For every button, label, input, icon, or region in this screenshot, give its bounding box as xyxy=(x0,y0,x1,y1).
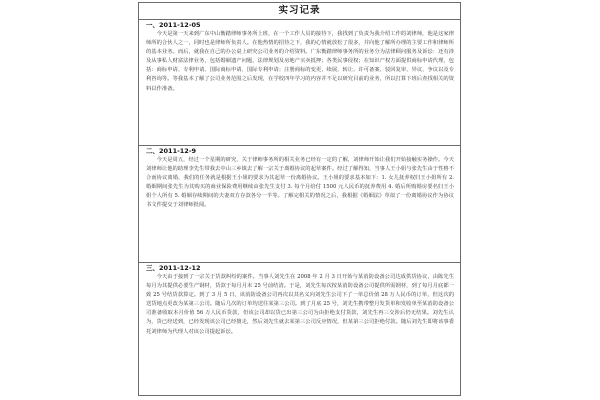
entry-date: 三、2011-12-12 xyxy=(146,264,201,272)
entry-date: 一、2011-12-05 xyxy=(146,21,201,29)
entry-date: 二、2011-12-9 xyxy=(146,147,197,155)
entry-body: 今天是周五，经过一个星期的研究，关于律师事务所的相关业务已经有一定的了解，刘律师开始让我们开始接触实务操作。今天刘律师让他的助理李先生带我去中山三乡镇去了解一宗关于离婚协议的起草案件。经过了解得知，当事人王小姐与张先生由于性格不合而协议离婚，我们的任务就是根据王小姐的要求为其起草一份离婚协议。王小姐的要求基本如下：1. 女儿抚养权归王小姐所有 2. 婚姻期间张先生为其购买的商业保险费用继续由张先生支付 3. 每个月给付 1500 元人民币的抚养费用 4. 婚后所购婚房要名归王小姐个人所有 5. 婚姻存续期间的夫妻双方存款各分一半等。了解完相关的情况之后，我根据《婚姻法》草拟了一份离婚协议作为协议书文件提交于刘律师批阅。 xyxy=(146,157,454,209)
record-entry-3 xyxy=(139,262,460,396)
record-entry-1 xyxy=(139,21,460,145)
entry-body: 今天是第一天来到广东中山衡踏律师事务所上班，在一个工作人员的接待下，我找到了负责为我介绍工作的刘律师，他是这家律师所的合伙人之一，同时也是律师所负责人。在他热情的招待之下，我的心情就放松了很多，并向他了解所办理的主要工作和律师所的基本业务。而后，就我在自己的办公桌上研究公司业务的介绍资料。广东衡踏律师事务所的业务分为法律顾问服务及诉讼：还有涉及从事私人财富法律业务，包括婚姻遗产问题，法律规划及房地产买卖抵押；各类民事侵权；在知识产权方面提供商标申请代理，包括：商标申请、专利申请、国际商标申请、国际专利申请；注册商标的变更、续展、转让、许可备案、驳回复审、异议、争议以及专利咨询等。等我基本了解了公司业务范围之后发现，在学校四年学习的内容并不足以研究目前的业务，所以打算下班后查找相关的资料以作准备。 xyxy=(146,31,454,92)
entry-body: 今天由于接到了一宗关于货款纠纷的案件。当事人刘先生在 2008 年 2 月 3 日开始与某消防设备公司达成供货协议，由陈先生每月为其提供必要生产钢材，货款于每月月末 25 号前结清。于是，刘先生每次按某消防设备公司提供所需钢材，到了每月月底都一致 25 号结货款算定。到了 3 月 5 日，该消防设备公司再次以其名义向刘先生公司下了一单总价值 28 万人民币的订单，但这次的送货地点更改为某第三公司。随后几次的订单均送往某第三公司。到了月底 25 号，刘先生携带整月发货单和发收单至某消防设备公司准备收取本月价值 56 万人民币货款，但该公司却以货已出第三公司为由拒绝支付货款，刘先生再三交涉后仍无结果。刘先生认为，货已经送到，已经发现该公司已经擅走，然后刘先生就去某第三公司反应情况，但某第三公司拒绝付款。随后刘先生即将该事委托刘律师为代理人对该公司提起诉讼。 xyxy=(146,274,454,335)
record-entry-2 xyxy=(139,145,460,262)
page-title: 实习记录 xyxy=(139,3,460,20)
document-page xyxy=(138,2,461,396)
